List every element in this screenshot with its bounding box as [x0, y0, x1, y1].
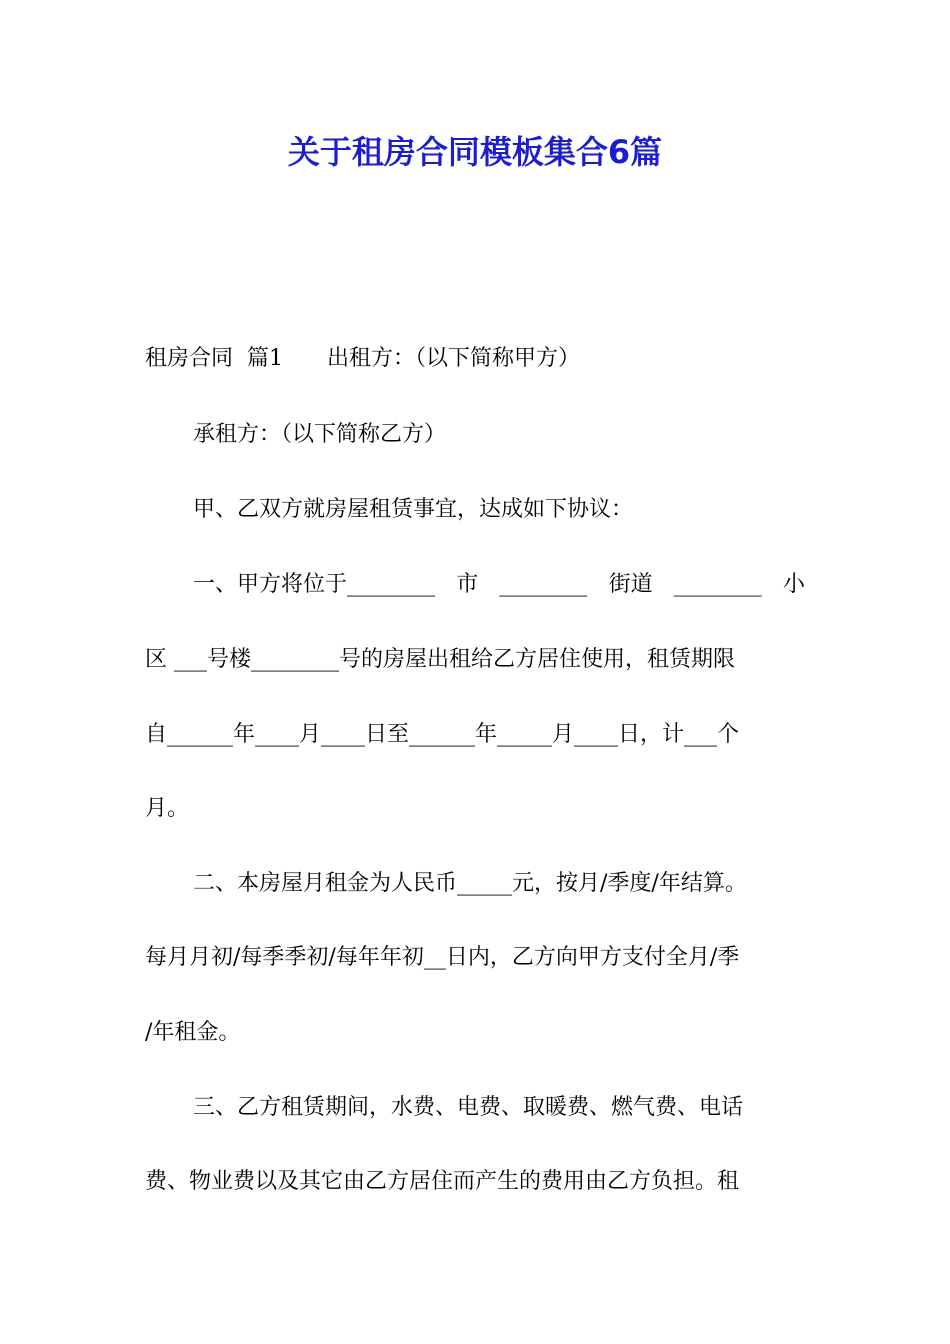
- clause-1-line-3: 自______年____月____日至______年_____月____日，计___个: [145, 722, 740, 747]
- clause-1-line-2: 区 ___号楼________号的房屋出租给乙方居住使用，租赁期限: [145, 647, 735, 672]
- clause-2-line-3: /年租金。: [145, 1020, 241, 1045]
- clause-1-segment: 一、甲方将位于________: [193, 572, 436, 597]
- lessor-line: 出租方：（以下简称甲方）: [326, 346, 580, 371]
- heading-line: [145, 343, 805, 375]
- clause-1-segment: ________: [673, 572, 762, 597]
- lessee-line: 承租方：（以下简称乙方）: [193, 422, 447, 447]
- clause-2-line-2: 每月月初/每季季初/每年年初__日内，乙方向甲方支付全月/季: [145, 945, 740, 970]
- document-title: 关于租房合同模板集合6篇: [287, 133, 663, 171]
- clause-3-line-1: 三、乙方租赁期间，水费、电费、取暖费、燃气费、电话: [193, 1095, 744, 1120]
- clause-1-segment: 街道: [608, 572, 653, 597]
- clause-1-line-4: 月。: [145, 796, 190, 821]
- section-heading: 租房合同 篇1: [145, 346, 283, 371]
- agreement-intro: 甲、乙双方就房屋租赁事宜，达成如下协议：: [193, 497, 634, 522]
- clause-1-line-1: [193, 569, 805, 601]
- clause-1-segment: ________: [499, 572, 588, 597]
- clause-2-line-1: 二、本房屋月租金为人民币_____元，按月/季度/年结算。: [193, 871, 747, 896]
- clause-1-segment: 小: [782, 572, 805, 597]
- clause-3-line-2: 费、物业费以及其它由乙方居住而产生的费用由乙方负担。租: [145, 1169, 740, 1194]
- clause-1-segment: 市: [456, 572, 479, 597]
